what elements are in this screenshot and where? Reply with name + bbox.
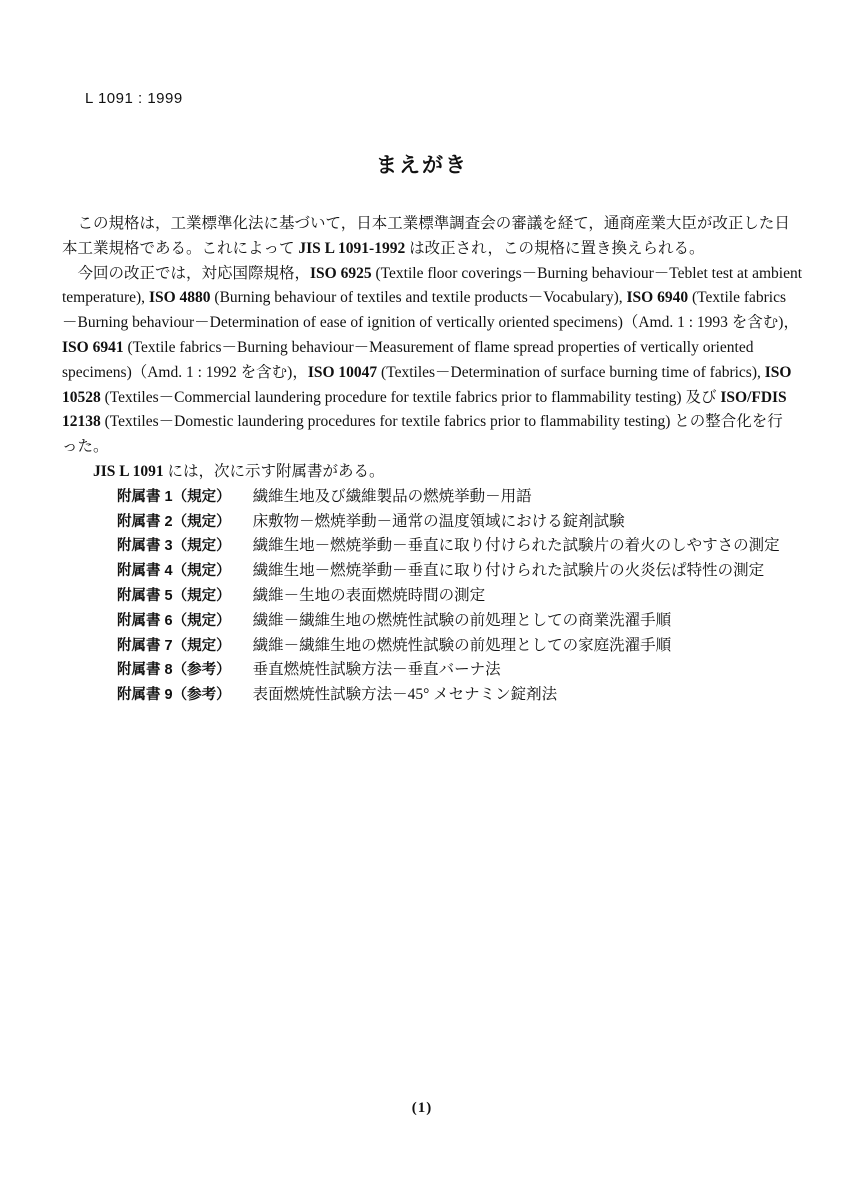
annex-title: 垂直燃焼性試験方法－垂直バーナ法 [252,661,501,679]
annex-title: 繊維生地－燃焼挙動－垂直に取り付けられた試験片の火炎伝ぱ特性の測定 [252,562,765,580]
text-line: specimens)（Amd. 1 : 1992 を含む)，ISO 10047 (Textiles－Determination of surface burning time of fabrics), ISO [62,363,792,381]
text-line: JIS L 1091 には，次に示す附属書がある。 [93,462,385,480]
text-line: 今回の改正では，対応国際規格，ISO 6925 (Textile floor coverings－Burning behaviour－Teblet test at ambient [62,264,803,282]
annex-label: 附属書 3（規定） [117,538,231,555]
page-content [62,212,803,708]
annex-title: 繊維－繊維生地の燃焼性試験の前処理としての家庭洗濯手順 [252,636,672,654]
annex-label: 附属書 9（参考） [117,687,231,704]
annex-title: 表面燃焼性試験方法－45° メセナミン錠剤法 [252,686,558,704]
annex-title: 床敷物－燃焼挙動－通常の温度領域における錠剤試験 [252,512,625,530]
annex-item [62,510,788,535]
annex-title: 繊維－生地の表面燃焼時間の測定 [252,586,486,604]
annex-item [62,485,788,510]
annex-label: 附属書 5（規定） [117,587,231,604]
text-line: った。 [62,438,109,456]
annex-title: 繊維生地－燃焼挙動－垂直に取り付けられた試験片の着火のしやすさの測定 [252,537,780,555]
annex-item [62,559,788,584]
annex-list [62,485,788,708]
annex-label: 附属書 1（規定） [117,488,231,505]
annex-label: 附属書 2（規定） [117,513,231,530]
annex-item [62,683,788,708]
text-line: temperature), ISO 4880 (Burning behaviour of textiles and textile products－Vocabulary), ISO 6940 (Textile fabrics [62,289,786,307]
annex-title: 繊維生地及び繊維製品の燃焼挙動－用語 [252,487,532,505]
annex-item [62,658,788,683]
annex-label: 附属書 6（規定） [117,612,231,629]
page-number: (1) [411,1100,433,1116]
annex-item [62,534,788,559]
annex-label: 附属書 8（参考） [117,662,231,679]
standard-number: L 1091 : 1999 [85,90,183,107]
annex-title: 繊維－繊維生地の燃焼性試験の前処理としての商業洗濯手順 [252,611,672,629]
annex-item [62,609,788,634]
text-line: ISO 6941 (Textile fabrics－Burning behaviour－Measurement of flame spread properties of vertically oriented [62,338,754,356]
body-text [62,212,803,485]
text-line: この規格は，工業標準化法に基づいて，日本工業標準調査会の審議を経て，通商産業大臣が改正した日 [62,215,790,232]
annex-label: 附属書 7（規定） [117,637,231,654]
annex-item [62,634,788,659]
text-line: 本工業規格である。これによって JIS L 1091-1992 は改正され，この規格に置き換えられる。 [62,239,705,257]
text-line: 10528 (Textiles－Commercial laundering procedure for textile fabrics prior to flammability testing) 及び ISO/FDIS [62,388,787,406]
page-title: まえがき [376,154,468,177]
text-line: 12138 (Textiles－Domestic laundering procedures for textile fabrics prior to flammability testing) との整合化を行 [62,413,783,431]
annex-label: 附属書 4（規定） [117,563,231,580]
text-line: －Burning behaviour－Determination of ease of ignition of vertically oriented specimens)（Amd. 1 : 1993 を含む)， [62,314,799,332]
annex-item [62,584,788,609]
